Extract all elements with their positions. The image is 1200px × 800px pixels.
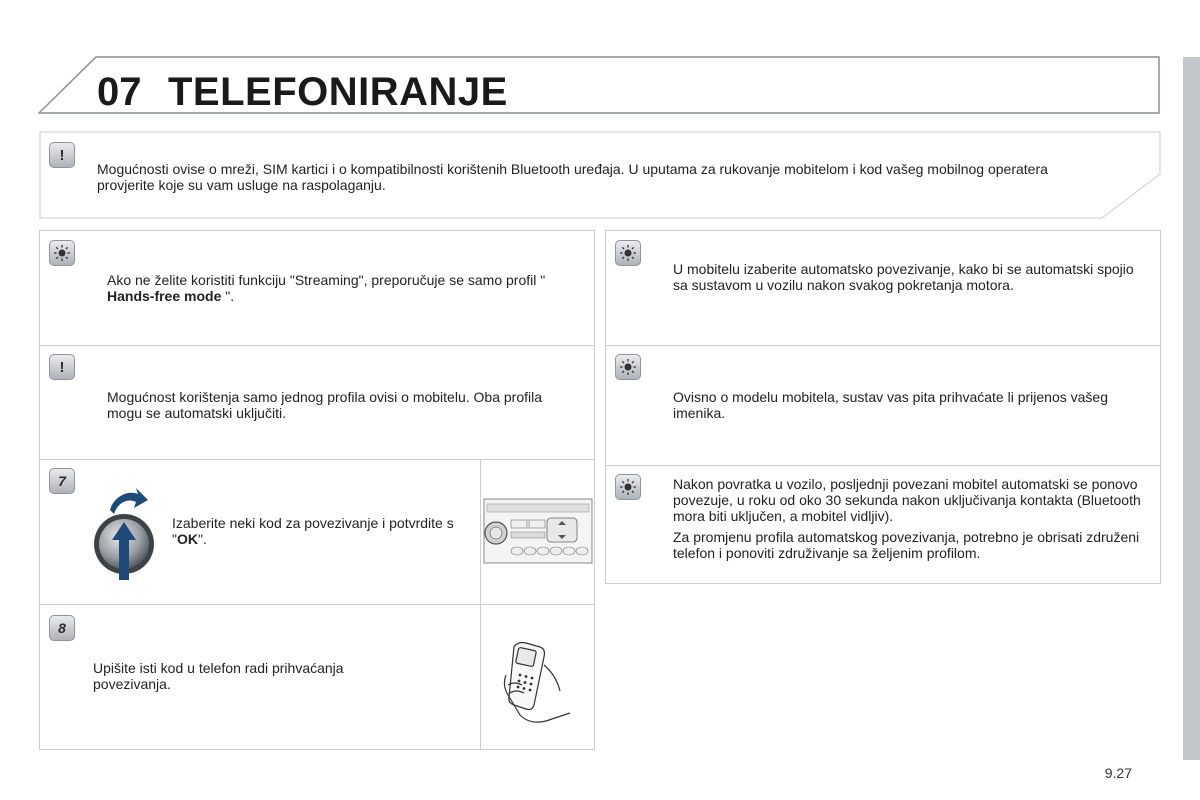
chapter-number: 07: [97, 70, 142, 114]
rotary-knob-icon: [88, 488, 160, 584]
lightbulb-icon: [49, 240, 75, 266]
lightbulb-icon: [615, 354, 641, 380]
step-7-text-before: Izaberite neki kod za povezivanje i potvrdite s ": [172, 515, 454, 547]
streaming-tip-text: [107, 272, 572, 304]
sun-icon: [619, 244, 637, 262]
warning-icon: !: [49, 354, 75, 380]
streaming-tip-before: Ako ne želite koristiti funkciju "Streaming", preporučuje se samo profil ": [107, 272, 546, 288]
page-number: 9.27: [1104, 765, 1132, 781]
streaming-tip-after: ".: [225, 288, 235, 304]
chapter-title: TELEFONIRANJE: [168, 70, 508, 114]
lightbulb-icon: [615, 240, 641, 266]
streaming-tip-bold: Hands-free mode: [107, 288, 226, 304]
auto-connect-tip-text: U mobitelu izaberite automatsko povezivanje, kako bi se automatski spojio sa sustavom u vozilu nakon svakog pokretanja motora.: [673, 261, 1134, 293]
step-7-text: [172, 515, 462, 547]
step-number-badge: 8: [49, 615, 75, 641]
step-7-text-bold: OK: [176, 531, 198, 547]
phonebook-tip-text: Ovisno o modelu mobitela, sustav vas pita prihvaćate li prijenos vašeg imenika.: [673, 389, 1108, 421]
phone-in-hand-illustration: [500, 635, 576, 725]
profile-warning-text: Mogućnost korištenja samo jednog profila ovisi o mobitelu. Oba profila mogu se automatski uključiti.: [107, 389, 543, 421]
step-8-text: Upišite isti kod u telefon radi prihvaćanja povezivanja.: [93, 660, 344, 692]
step-7-text-after: ".: [197, 531, 207, 547]
radio-unit-illustration: [483, 496, 593, 566]
reconnect-tip-text-2: Za promjenu profila automatskog povezivanja, potrebno je obrisati združeni telefon i ponoviti združivanje sa željenim profilom.: [673, 529, 1140, 561]
chapter-side-tab: [1183, 57, 1200, 760]
sun-icon: [619, 358, 637, 376]
sun-icon: [619, 478, 637, 496]
sun-icon: [53, 244, 71, 262]
lightbulb-icon: [615, 474, 641, 500]
step-number-badge: 7: [49, 468, 75, 494]
reconnect-tip-text-1: Nakon povratka u vozilo, posljednji povezani mobitel automatski se ponovo povezuje, u roku od oko 30 sekunda nakon uključivanja kontakta (Bluetooth mora biti uključen, a mobitel vidljiv).: [673, 476, 1141, 524]
top-warning-text: Mogućnosti ovise o mreži, SIM kartici i o kompatibilnosti korištenih Bluetooth uređaja. U uputama za rukovanje mobitelom i kod vašeg mobilnog operatera provjerite koje su vam usluge na raspolaganju.: [97, 161, 1048, 193]
warning-icon: !: [49, 142, 75, 168]
